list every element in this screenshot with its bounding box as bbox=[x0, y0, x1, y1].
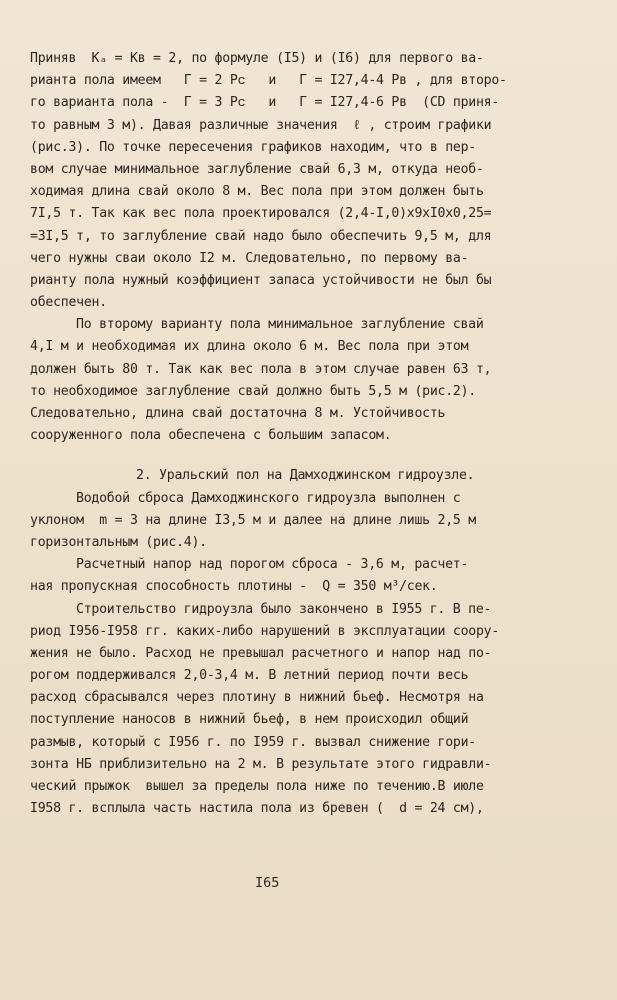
text-line: риод I956-I958 гг. каких-либо нарушений в эксплуатации соору- bbox=[30, 623, 500, 639]
text-line: уклоном m = 3 на длине I3,5 м и далее на длине лишь 2,5 м bbox=[30, 512, 476, 528]
text-line: расход сбрасывался через плотину в нижний бьеф. Несмотря на bbox=[30, 690, 484, 706]
paragraph-2 bbox=[30, 314, 600, 447]
text-line: Строительство гидроузла было закончено в I955 г. В пе- bbox=[76, 601, 492, 617]
text-line: Приняв Kₐ = Kв = 2, по формуле (I5) и (I6) для первого ва- bbox=[30, 51, 484, 66]
text-line: ная пропускная способность плотины - Q = 350 м³/сек. bbox=[30, 579, 438, 595]
spacer bbox=[30, 447, 600, 465]
text-line: рианту пола нужный коэффициент запаса устойчивости не был бы bbox=[30, 272, 492, 288]
section-heading: 2. Уральский пол на Дамходжинском гидроузле. bbox=[136, 468, 475, 484]
text-line: рианта пола имеем Г = 2 Pᴄ и Г = I27,4-4 Pв , для второ- bbox=[30, 73, 507, 89]
text-line: ческий прыжок вышел за пределы пола ниже по течению.В июле bbox=[30, 779, 484, 794]
paragraph-5 bbox=[30, 599, 600, 821]
text-line: ходимая длина свай около 8 м. Вес пола при этом должен быть bbox=[30, 184, 484, 200]
text-line: размыв, который с I956 г. по I959 г. вызвал снижение гори- bbox=[30, 734, 476, 750]
text-line: Расчетный напор над порогом сброса - 3,6 м, расчет- bbox=[76, 557, 469, 573]
text-line: Водобой сброса Дамходжинского гидроузла выполнен с bbox=[76, 490, 461, 506]
page-number: I65 bbox=[255, 875, 280, 891]
text-line: сооруженного пола обеспечена с большим запасом. bbox=[30, 428, 392, 444]
text-line: вом случае минимальное заглубление свай 6,3 м, откуда необ- bbox=[30, 161, 484, 177]
paragraph-1 bbox=[30, 48, 600, 314]
text-line: го варианта пола - Г = 3 Pᴄ и Г = I27,4-6 Pв (CD приня- bbox=[30, 95, 500, 111]
text-line: обеспечен. bbox=[30, 295, 107, 311]
text-line: 7I,5 т. Так как вес пола проектировался (2,4-I,0)х9хI0х0,25= bbox=[30, 206, 492, 222]
text-line: то равным 3 м). Давая различные значения ℓ , строим графики bbox=[30, 117, 492, 133]
text-line: рогом поддерживался 2,0-3,4 м. В летний период почти весь bbox=[30, 668, 469, 684]
text-line: поступление наносов в нижний бьеф, в нем происходил общий bbox=[30, 712, 469, 728]
body-text bbox=[30, 48, 600, 820]
paragraph-4 bbox=[30, 554, 600, 598]
text-line: горизонтальным (рис.4). bbox=[30, 534, 207, 550]
text-line: Следовательно, длина свай достаточна 8 м. Устойчивость bbox=[30, 406, 446, 421]
text-line: I958 г. всплыла часть настила пола из бревен ( d = 24 см), bbox=[30, 801, 484, 817]
text-line: По второму варианту пола минимальное заглубление свай bbox=[76, 317, 484, 333]
text-line: (рис.3). По точке пересечения графиков находим, что в пер- bbox=[30, 139, 476, 155]
paragraph-3 bbox=[30, 488, 600, 555]
text-line: =3I,5 т, то заглубление свай надо было обеспечить 9,5 м, для bbox=[30, 228, 492, 244]
text-line: чего нужны сваи около I2 м. Следовательно, по первому ва- bbox=[30, 250, 469, 266]
text-line: зонта НБ приблизительно на 2 м. В результате этого гидравли- bbox=[30, 756, 492, 772]
text-line: 4,I м и необходимая их длина около 6 м. Вес пола при этом bbox=[30, 339, 469, 355]
text-line: жения не было. Расход не превышал расчетного и напор над по- bbox=[30, 645, 492, 661]
text-line: то необходимое заглубление свай должно быть 5,5 м (рис.2). bbox=[30, 383, 476, 399]
text-line: должен быть 80 т. Так как вес пола в этом случае равен 63 т, bbox=[30, 361, 492, 377]
